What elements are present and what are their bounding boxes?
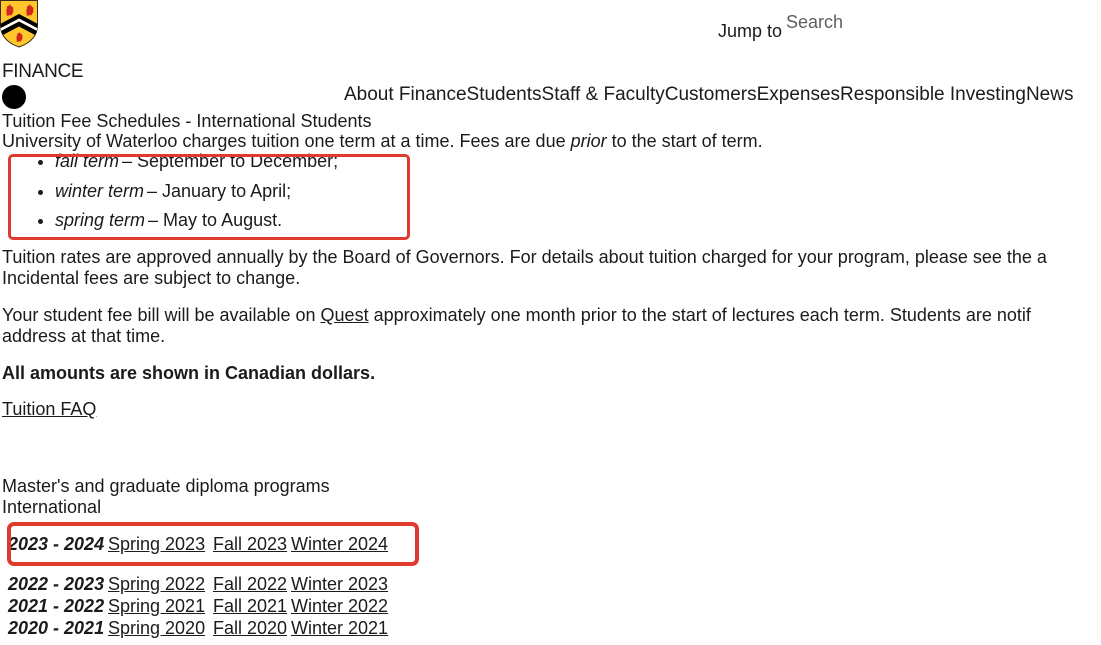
menu-dot-icon	[2, 85, 26, 109]
rates-paragraph	[2, 247, 1047, 289]
page-title: Tuition Fee Schedules - International Students	[2, 111, 372, 131]
spring-2023-link[interactable]: Spring 2023	[108, 533, 206, 554]
jump-to-menu[interactable]: Jump to	[718, 21, 783, 41]
intro-text: University of Waterloo charges tuition one term at a time. Fees are due	[2, 131, 571, 151]
rates-line-2: Incidental fees are subject to change.	[2, 268, 301, 288]
term-desc: – May to August.	[148, 210, 283, 230]
term-name: winter term	[55, 180, 145, 201]
search-link[interactable]: Search	[786, 12, 844, 32]
table-row	[8, 533, 388, 555]
winter-2024-link[interactable]: Winter 2024	[291, 533, 389, 554]
spring-2022-link[interactable]: Spring 2022	[108, 573, 206, 594]
section-subtitle: International	[2, 496, 102, 517]
table-row	[8, 595, 388, 617]
nav-item-news[interactable]: News	[1025, 84, 1074, 105]
site-name[interactable]: FINANCE	[2, 61, 84, 82]
nav-item-about-finance[interactable]: About Finance	[344, 84, 467, 105]
list-item-fall-term	[55, 147, 338, 177]
year-range: 2022 - 2023	[8, 573, 105, 594]
list-item-spring-term	[55, 206, 338, 236]
quest-text: Your student fee bill will be available on	[2, 305, 321, 325]
nav-item-customers[interactable]: Customers	[664, 84, 757, 105]
quest-line-2: address at that time.	[2, 326, 166, 346]
intro-text-end: to the start of term.	[606, 131, 763, 151]
term-desc: – September to December;	[122, 151, 339, 171]
fall-2020-link[interactable]: Fall 2020	[213, 617, 288, 638]
rates-line-1: Tuition rates are approved annually by the Board of Governors. For details about tuition charged for your program, please see the a	[2, 247, 1047, 267]
tuition-faq-link[interactable]: Tuition FAQ	[2, 399, 97, 419]
fall-2023-link[interactable]: Fall 2023	[213, 533, 288, 554]
nav-item-students[interactable]: Students	[466, 84, 542, 105]
quest-text-end: approximately one month prior to the start of lectures each term. Students are notif	[368, 305, 1031, 325]
section-title: Master's and graduate diploma programs	[2, 476, 330, 496]
term-desc: – January to April;	[147, 180, 292, 201]
uwaterloo-crest-logo[interactable]	[0, 0, 40, 53]
intro-italic-word: prior	[570, 131, 607, 151]
spring-2021-link[interactable]: Spring 2021	[108, 595, 206, 616]
fall-2021-link[interactable]: Fall 2021	[213, 595, 288, 616]
quest-paragraph	[2, 305, 1031, 347]
section-heading	[2, 476, 330, 517]
winter-2022-link[interactable]: Winter 2022	[291, 595, 389, 616]
term-list	[33, 147, 338, 236]
term-name: fall term	[55, 151, 120, 171]
spring-2020-link[interactable]: Spring 2020	[108, 617, 206, 638]
shield-icon	[0, 0, 40, 48]
table-row	[8, 573, 388, 595]
nav-item-expenses[interactable]: Expenses	[756, 84, 841, 105]
table-row	[8, 617, 388, 639]
winter-2023-link[interactable]: Winter 2023	[291, 573, 389, 594]
term-name: spring term	[55, 210, 146, 230]
nav-item-staff-faculty[interactable]: Staff & Faculty	[541, 84, 665, 105]
schedule-table-current	[8, 533, 388, 555]
currency-note: All amounts are shown in Canadian dollars.	[2, 363, 376, 383]
quest-link[interactable]: Quest	[320, 305, 369, 325]
year-range: 2020 - 2021	[8, 617, 105, 638]
list-item-winter-term	[55, 177, 338, 207]
schedule-table-past	[8, 573, 388, 639]
year-range: 2021 - 2022	[8, 595, 105, 616]
fall-2022-link[interactable]: Fall 2022	[213, 573, 288, 594]
nav-item-responsible-investing[interactable]: Responsible Investing	[840, 84, 1026, 105]
main-nav	[344, 84, 1073, 106]
winter-2021-link[interactable]: Winter 2021	[291, 617, 389, 638]
year-range: 2023 - 2024	[8, 533, 105, 554]
